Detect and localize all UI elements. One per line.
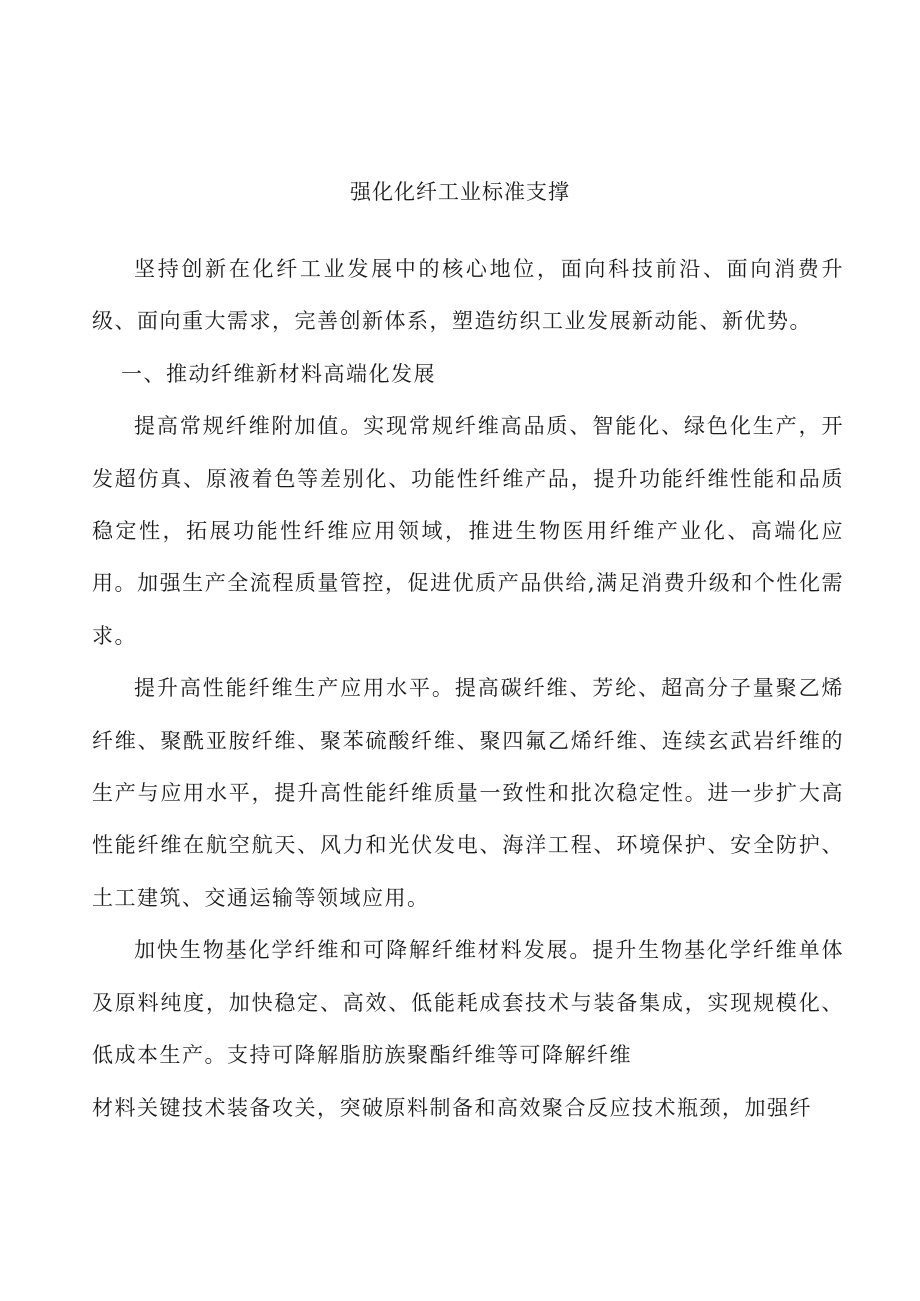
section-heading: 一、推动纤维新材料高端化发展 [121, 361, 436, 386]
paragraph-continuation: 材料关键技术装备攻关，突破原料制备和高效聚合反应技术瓶颈，加强纤 [92, 1095, 812, 1120]
page-title: 强化化纤工业标准支撑 [350, 180, 570, 204]
paragraph-high-performance-fiber: 提升高性能纤维生产应用水平。提高碳纤维、芳纶、超高分子量聚乙烯纤维、聚酰亚胺纤维、聚苯硫酸纤维、聚四氟乙烯纤维、连续玄武岩纤维的生产与应用水平，提升高性能纤维质量一致性和批次稳定性。进一步扩大高性能纤维在航空航天、风力和光伏发电、海洋工程、环境保护、安全防护、土工建筑、交通运输等领域应用。 [92, 676, 844, 910]
paragraph-conventional-fiber: 提高常规纤维附加值。实现常规纤维高品质、智能化、绿色化生产，开发超仿真、原液着色等差别化、功能性纤维产品，提升功能纤维性能和品质稳定性，拓展功能性纤维应用领域，推进生物医用纤维产业化、高端化应用。加强生产全流程质量管控，促进优质产品供给,满足消费升级和个性化需求。 [92, 414, 844, 648]
paragraph-bio-based-fiber: 加快生物基化学纤维和可降解纤维材料发展。提升生物基化学纤维单体及原料纯度，加快稳定、高效、低能耗成套技术与装备集成，实现规模化、低成本生产。支持可降解脂肪族聚酯纤维等可降解纤维 [92, 938, 844, 1068]
document-body [92, 243, 844, 1134]
paragraph-intro: 坚持创新在化纤工业发展中的核心地位，面向科技前沿、面向消费升级、面向重大需求，完善创新体系，塑造纺织工业发展新动能、新优势。 [92, 257, 844, 334]
